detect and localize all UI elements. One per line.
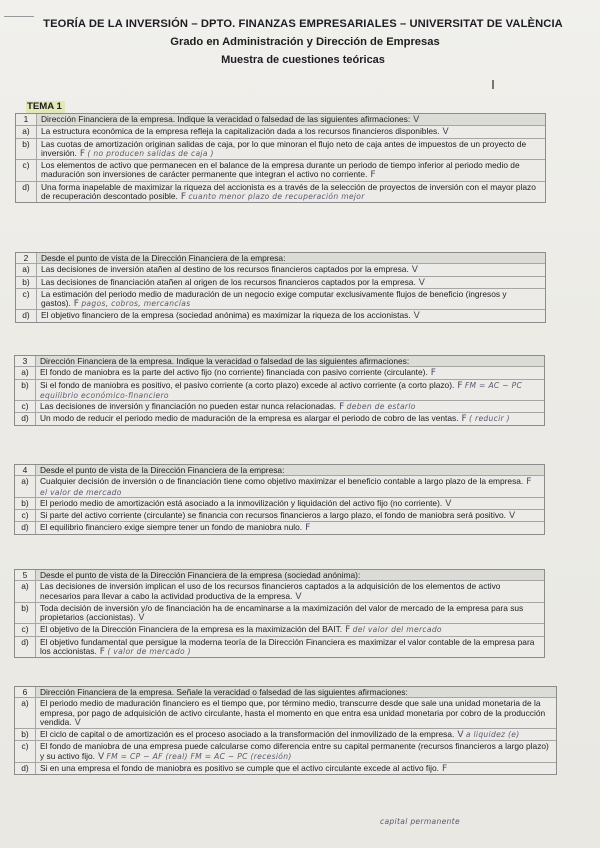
answer-mark: V — [509, 511, 516, 522]
option-text: Las decisiones de financiación atañen al origen de los recursos financieros captados por la empresa. — [41, 276, 416, 287]
answer-mark: F — [441, 764, 448, 775]
answer-mark: V — [295, 591, 302, 602]
answer-mark: V — [97, 751, 105, 762]
option-text: El objetivo de la Dirección Financiera de la empresa es la maximización del BAIT. — [40, 624, 343, 635]
question-number: 5 — [15, 570, 36, 580]
answer-mark: F — [73, 299, 79, 310]
question-number: 4 — [15, 465, 36, 475]
question-number: 3 — [15, 356, 36, 366]
answer-row — [15, 636, 544, 658]
header-department: TEORÍA DE LA INVERSIÓN – DPTO. FINANZAS EMPRESARIALES – UNIVERSITAT DE VALÈNCIA — [43, 18, 563, 30]
option-text: La estimación del periodo medio de maduración de un negocio exige computar exclusivamente flujos de beneficio (ingresos y gastos). — [41, 288, 507, 309]
answer-mark: F — [345, 625, 351, 636]
option-text: El objetivo financiero de la empresa (sociedad anónima) es maximizar la riqueza de los accionistas. — [41, 310, 411, 321]
option-label: a) — [15, 581, 36, 602]
stem-text: Dirección Financiera de la empresa. Señale la veracidad o falsedad de las siguientes afirmaciones: — [40, 687, 408, 697]
answer-mark: V — [411, 265, 418, 276]
document-header — [0, 18, 600, 66]
pencil-mark — [492, 80, 494, 89]
option-label: a) — [16, 264, 37, 275]
question-number: 6 — [15, 687, 36, 697]
option-label: c) — [15, 624, 36, 635]
option-text: Si en una empresa el fondo de maniobra es positivo se cumple que el activo circulante excede al activo fijo. — [40, 763, 439, 774]
question-6 — [14, 686, 557, 775]
option-label: d) — [15, 763, 36, 774]
option-label: b) — [16, 277, 37, 288]
stem-text: Desde el punto de vista de la Dirección Financiera de la empresa (sociedad anónima): — [40, 570, 361, 580]
option-label: b) — [16, 139, 37, 160]
handwritten-note: FM = AC − PC equilibrio económico-financiero — [40, 380, 523, 400]
option-label: a) — [15, 698, 36, 728]
option-text: Un modo de reducir el periodo medio de maduración de la empresa es alargar el periodo de cobro de las ventas. — [40, 413, 459, 424]
handwritten-note: cuanto menor plazo de recuperación mejor — [188, 192, 365, 202]
option-label: c) — [15, 510, 36, 521]
option-label: c) — [16, 160, 37, 181]
answer-mark: V — [457, 730, 464, 741]
question-stem — [15, 465, 544, 475]
option-text: Cualquier decisión de inversión o de financiación tiene como objetivo maximizar el beneficio contable a largo plazo de la empresa. — [40, 476, 524, 487]
option-label: b) — [15, 603, 36, 624]
answer-row — [16, 181, 545, 203]
answer-row — [16, 309, 545, 321]
answer-mark: F — [430, 368, 436, 379]
question-2 — [15, 252, 546, 323]
handwritten-note: a liquidez (e) — [465, 730, 520, 740]
question-stem — [15, 687, 556, 697]
stem-text: Dirección Financiera de la empresa. Indique la veracidad o falsedad de las siguientes afirmaciones: — [41, 114, 411, 124]
option-text: Las decisiones de inversión y financiación no pueden estar nunca relacionadas. — [40, 401, 337, 412]
header-subtitle: Muestra de cuestiones teóricas — [221, 54, 385, 66]
option-label: b) — [15, 380, 36, 401]
stem-text: Dirección Financiera de la empresa. Indique la veracidad o falsedad de las siguientes afirmaciones: — [40, 356, 410, 366]
answer-mark: V — [413, 311, 420, 322]
handwritten-note: pagos, cobros, mercancías — [81, 299, 191, 309]
option-text: Una forma inapelable de maximizar la riqueza del accionista es a través de la selección de proyectos de inversión con el mayor plazo de recuperación descontado posible. — [41, 181, 536, 202]
answer-mark: F — [339, 402, 345, 413]
question-number: 1 — [16, 114, 37, 125]
answer-row — [16, 159, 545, 181]
edge-line — [4, 16, 34, 17]
question-stem — [16, 114, 545, 125]
stem-text: Desde el punto de vista de la Dirección Financiera de la empresa: — [41, 253, 286, 263]
option-text: El periodo medio de amortización está asociado a la inmovilización y liquidación del activo fijo (no corriente). — [40, 497, 443, 508]
answer-row — [15, 521, 544, 533]
answer-row — [16, 125, 545, 137]
question-1 — [15, 113, 546, 203]
handwritten-note: el valor de mercado — [40, 487, 122, 497]
answer-mark: V — [74, 717, 81, 728]
option-label: c) — [15, 741, 36, 762]
answer-row — [16, 138, 545, 160]
option-label: b) — [15, 729, 36, 740]
answer-row — [15, 623, 544, 635]
option-text: La estructura económica de la empresa refleja la capitalización dada a los recursos financieros disponibles. — [41, 126, 440, 137]
option-text: Las decisiones de inversión implican el uso de los recursos financieros captados a la adquisición de los elementos de activo necesarios para llevar a cabo la actividad productiva de la empresa. — [40, 581, 501, 601]
header-degree: Grado en Administración y Dirección de Empresas — [170, 36, 440, 48]
answer-mark: F — [180, 192, 187, 203]
option-label: b) — [15, 498, 36, 509]
handwritten-note: ( no producen salidas de caja ) — [87, 148, 214, 158]
option-text: El fondo de maniobra de una empresa puede calcularse como diferencia entre su capital permanente (recursos financieros a largo plazo) y su activo fijo. — [40, 741, 549, 761]
question-stem — [15, 570, 544, 580]
option-label: a) — [15, 367, 36, 378]
answer-row — [15, 762, 556, 774]
stem-text: Desde el punto de vista de la Dirección Financiera de la empresa: — [40, 465, 285, 475]
answer-row — [15, 412, 544, 424]
option-text: El objetivo fundamental que persigue la moderna teoría de la Dirección Financiera es maximizar el valor contable de la empresa para los accionistas. — [40, 636, 535, 657]
answer-row — [15, 366, 544, 378]
option-text: Las decisiones de inversión atañen al destino de los recursos financieros captados por la empresa. — [41, 264, 409, 275]
answer-row — [15, 728, 556, 740]
option-label: d) — [15, 413, 36, 424]
answer-row — [16, 288, 545, 310]
tema-label: TEMA 1 — [26, 101, 65, 113]
answer-mark: V — [442, 127, 449, 138]
option-label: d) — [15, 637, 36, 658]
handwritten-note: ( reducir ) — [469, 414, 510, 424]
handwritten-note: capital permanente — [380, 817, 460, 826]
option-text: Si parte del activo corriente (circulante) se financia con recursos financieros a largo plazo, el fondo de maniobra será positivo. — [40, 510, 506, 521]
answer-mark: F — [79, 148, 86, 159]
option-text: Si el fondo de maniobra es positivo, el pasivo corriente (a corto plazo) excede al activo corriente (a corto plazo). — [40, 379, 455, 390]
option-text: Las cuotas de amortización originan salidas de caja, por lo que minoran el flujo neto de caja antes de impuestos de un proyecto de inversión. — [41, 138, 527, 158]
option-label: a) — [15, 476, 36, 497]
answer-row — [15, 497, 544, 509]
answer-mark: F — [370, 170, 376, 181]
option-label: d) — [16, 310, 37, 321]
option-label: c) — [16, 289, 37, 310]
answer-mark: F — [461, 414, 467, 425]
answer-row — [16, 263, 545, 275]
option-text: El periodo medio de maduración financiero es el tiempo que, por término medio, transcurre desde que sale una unidad monetaria de la empresa, por pago de adquisición de activo circulante, hasta el momento en que entra esa unidad monetaria por cobro de la producción vendida. — [40, 698, 546, 727]
option-text: El fondo de maniobra es la parte del activo fijo (no corriente) financiada con pasivo corriente (circulante). — [40, 367, 428, 378]
answer-row — [15, 602, 544, 624]
handwritten-note: FM = CP − AF (real) FM = AC − PC (recesión) — [106, 751, 292, 761]
answer-mark: V — [445, 498, 452, 509]
answer-mark: V — [138, 613, 145, 624]
question-5 — [14, 569, 545, 658]
option-label: a) — [16, 126, 37, 137]
question-3 — [14, 355, 545, 426]
answer-row — [15, 379, 544, 401]
handwritten-note: del valor del mercado — [352, 625, 442, 635]
answer-mark: F — [305, 523, 311, 534]
option-label: d) — [16, 182, 37, 203]
question-number: 2 — [16, 253, 37, 263]
answer-mark: V — [413, 115, 420, 125]
answer-row — [16, 276, 545, 288]
option-text: Los elementos de activo que permanecen en el balance de la empresa durante un periodo de tiempo inferior al periodo medio de maduración son inversiones de carácter permanente que integran el activo no corriente. — [41, 160, 520, 180]
answer-row — [15, 740, 556, 762]
answer-row — [15, 580, 544, 602]
answer-mark: F — [99, 647, 105, 658]
answer-mark: F — [457, 380, 463, 391]
handwritten-note: deben de estarlo — [346, 402, 416, 412]
handwritten-note: ( valor de mercado ) — [107, 647, 191, 657]
option-label: d) — [15, 522, 36, 533]
answer-row — [15, 509, 544, 521]
option-text: El equilibrio financiero exige siempre tener un fondo de maniobra nulo. — [40, 522, 303, 533]
option-text: El ciclo de capital o de amortización es el proceso asociado a la transformación del inmovilizado de la empresa. — [40, 729, 455, 740]
question-stem — [15, 356, 544, 366]
answer-row — [15, 400, 544, 412]
answer-row — [15, 697, 556, 728]
option-text: Toda decisión de inversión y/o de financiación ha de encaminarse a la maximización del valor de mercado de la empresa para sus propietarios (accionistas). — [40, 602, 524, 623]
option-label: c) — [15, 401, 36, 412]
answer-mark: F — [526, 477, 532, 488]
question-4 — [14, 464, 545, 535]
question-stem — [16, 253, 545, 263]
answer-row — [15, 475, 544, 497]
answer-mark: V — [418, 277, 425, 288]
